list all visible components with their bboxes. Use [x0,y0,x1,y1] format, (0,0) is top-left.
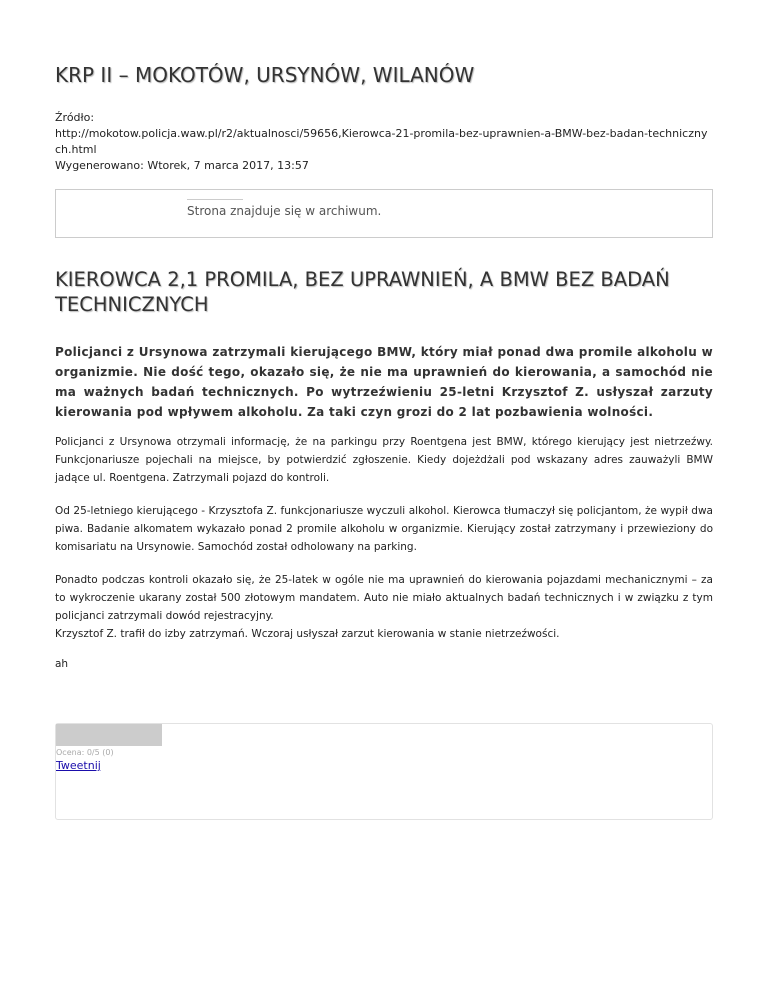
article-paragraph-part: Ponadto podczas kontroli okazało się, że 25-latek w ogóle nie ma uprawnień do kierowania pojazdami mechanicznymi – za to wykroczenie ukarany został 500 złotowym mandatem. Auto nie miało aktualnych badań technicznych i w związku z tym policjanci zatrzymali dowód rejestracyjny. [55,574,713,622]
source-meta [55,110,713,174]
generated-date: Wygenerowano: Wtorek, 7 marca 2017, 13:57 [55,159,309,172]
tweet-link[interactable]: Tweetnij [56,759,101,772]
source-label: Źródło: [55,111,95,124]
source-url: http://mokotow.policja.waw.pl/r2/aktualnosci/59656,Kierowca-21-promila-bez-uprawnien-a-BMW-bez-badan-technicznych.html [55,127,708,156]
article-paragraph: Policjanci z Ursynowa otrzymali informację, że na parkingu przy Roentgena jest BMW, którego kierujący jest nietrzeźwy. Funkcjonariusze pojechali na miejsce, by potwierdzić zgłoszenie. Kiedy dojeżdżali pod wskazany adres zauważyli BMW jadące ul. Roentgena. Zatrzymali pojazd do kontroli. [55,436,713,484]
rating-score: Ocena: 0/5 (0) [56,748,114,757]
rating-stars-bar[interactable] [56,724,162,746]
article-lead: Policjanci z Ursynowa zatrzymali kierującego BMW, który miał ponad dwa promile alkoholu w organizmie. Nie dość tego, okazało się, że nie ma uprawnień do kierowania, a samochód nie ma ważnych badań technicznych. Po wytrzeźwieniu 25-letni Krzysztof Z. usłyszał zarzuty kierowania pod wpływem alkoholu. Za taki czyn grozi do 2 lat pozbawienia wolności. [55,345,713,419]
article-paragraph: Od 25-letniego kierującego - Krzysztofa Z. funkcjonariusze wyczuli alkohol. Kierowca tłumaczył się policjantom, że wypił dwa piwa. Badanie alkomatem wykazało ponad 2 promile alkoholu w organizmie. Kierujący został zatrzymany i przewieziony do komisariatu na Ursynowie. Samochód został odholowany na parking. [55,505,713,553]
article-paragraph [55,571,713,643]
article-paragraph-part: Krzysztof Z. trafił do izby zatrzymań. Wczoraj usłyszał zarzut kierowania w stanie nietrzeźwości. [55,628,560,640]
archive-divider [187,199,243,200]
archive-notice: Strona znajduje się w archiwum. [187,204,382,218]
article-title: KIEROWCA 2,1 PROMILA, BEZ UPRAWNIEŃ, A BMW BEZ BADAŃ TECHNICZNYCH [55,268,670,316]
site-title: KRP II – MOKOTÓW, URSYNÓW, WILANÓW [55,63,475,87]
author-signature: ah [55,658,69,670]
rating-box [55,723,713,820]
archive-notice-box [55,189,713,238]
